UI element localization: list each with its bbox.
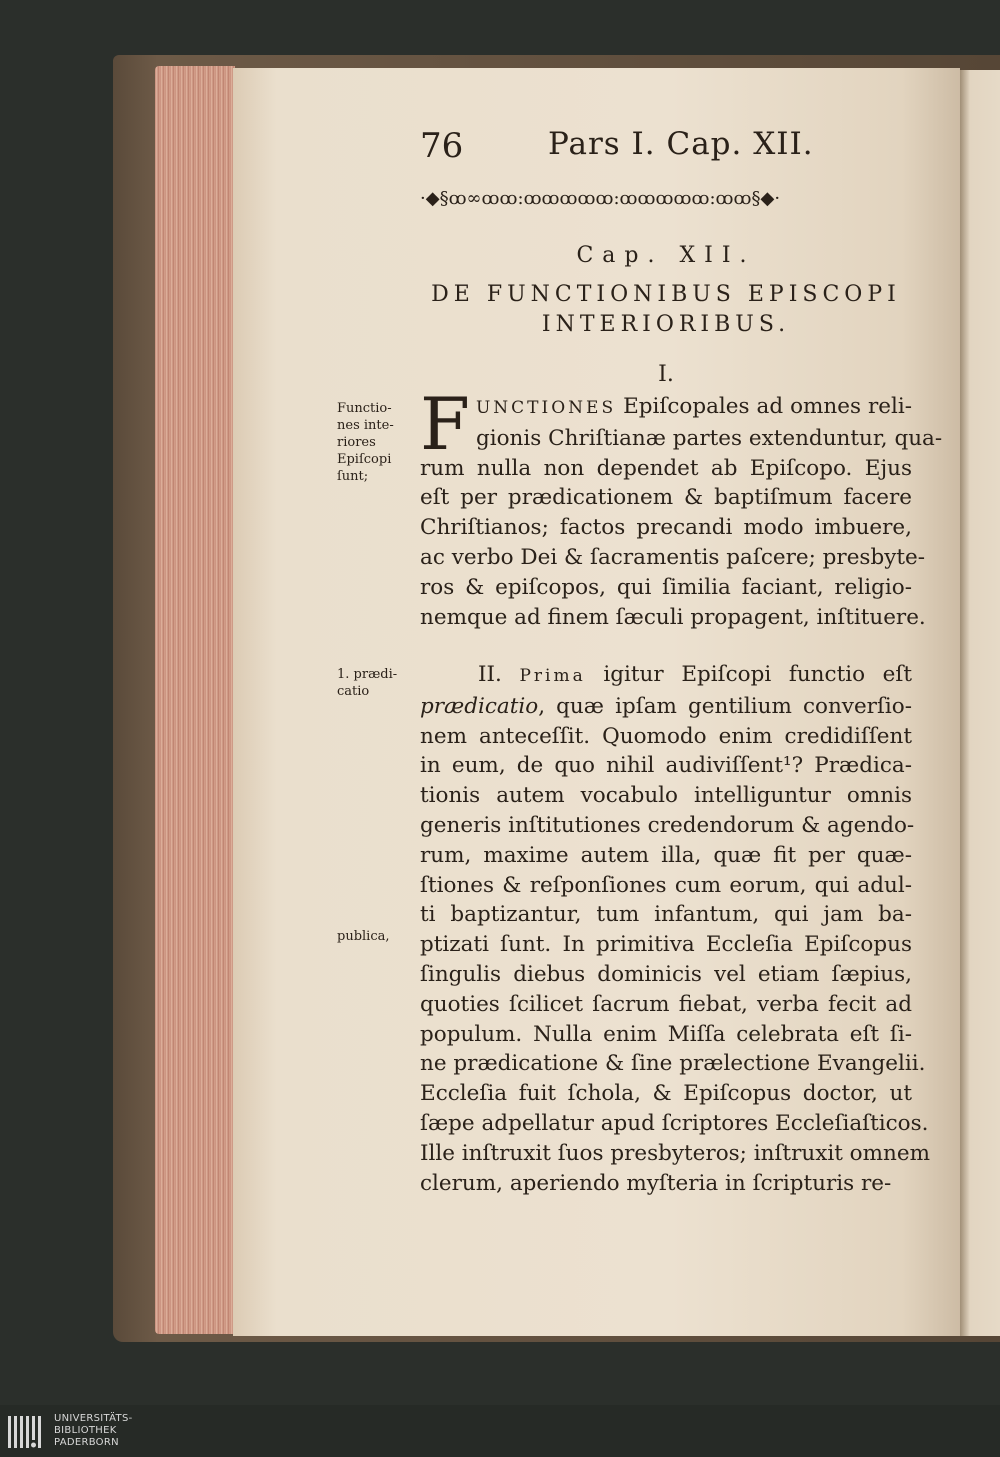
section-number-1: I. — [658, 362, 674, 387]
page-edges — [155, 66, 235, 1334]
paragraph-line: ac verbo Dei & ſacramentis paſcere; presbyte- — [420, 544, 925, 570]
paragraph-line: ſæpe adpellatur apud ſcriptores Eccleſiaſticos. — [420, 1110, 929, 1136]
paragraph-line: clerum, aperiendo myſteria in ſcripturis re- — [420, 1170, 892, 1196]
paragraph-line: Ille inſtruxit ſuos presbyteros; inſtruxit omnem — [420, 1140, 930, 1166]
paragraph-line: generis inſtitutiones credendorum & agendo- — [420, 812, 915, 838]
paragraph-line: ti baptizantur, tum infantum, qui jam ba- — [420, 902, 912, 928]
chapter-title — [420, 280, 912, 340]
page-header — [420, 126, 900, 174]
chapter-title-line-2: INTERIORIBUS. — [541, 312, 791, 337]
paragraph-line: ſtiones & reſponſiones cum eorum, qui adul- — [420, 872, 912, 898]
chapter-title-line-1: DE FUNCTIONIBUS EPISCOPI — [431, 282, 901, 307]
paragraph-line: ne prædicatione & ſine prælectione Evangelii. — [420, 1051, 926, 1077]
paragraph-line: populum. Nulla enim Miſſa celebrata eſt ſi- — [420, 1021, 912, 1047]
paragraph-2 — [420, 660, 930, 1198]
drop-cap: F — [420, 382, 470, 466]
paragraph-line: eſt per prædicationem & baptiſmum facere — [420, 485, 912, 511]
chapter-label: Cap. XII. — [576, 243, 756, 268]
running-head: Pars I. Cap. XII. — [548, 126, 814, 162]
paragraph-line: prædicatio, quæ ipſam gentilium converſio- — [420, 693, 912, 719]
margin-note-3: publica, — [337, 929, 390, 944]
paragraph-line: nemque ad finem ſæculi propagent, inſtituere. — [420, 604, 926, 630]
paragraph-line: Eccleſia fuit ſchola, & Epiſcopus doctor, ut — [420, 1081, 912, 1107]
paragraph-line: rum nulla non dependet ab Epiſcopo. Ejus — [420, 455, 912, 481]
paragraph-line: rum, maxime autem illa, quæ fit per quæ- — [420, 842, 912, 868]
library-name: UNIVERSITÄTS- BIBLIOTHEK PADERBORN — [54, 1413, 133, 1448]
paragraph-1 — [420, 382, 943, 632]
paragraph-line: II. Prima igitur Epiſcopi functio eſt — [478, 662, 912, 687]
paragraph-line: ptizati ſunt. In primitiva Eccleſia Epiſcopus — [420, 932, 912, 958]
facing-page-edge — [960, 70, 1000, 1336]
paragraph-line: quoties ſcilicet ſacrum fiebat, verba fecit ad — [420, 991, 912, 1017]
ornament-rule: ·◆§ꝏ∞ꝏꝏ:ꝏꝏꝏꝏꝏ:ꝏꝏꝏꝏꝏ:ꝏꝏ§◆· — [420, 188, 781, 209]
paragraph-line: ros & epiſcopos, qui ſimilia faciant, religio- — [420, 574, 912, 600]
paragraph-line: Chriſtianos; factos precandi modo imbuere, — [420, 515, 912, 541]
paragraph-line: in eum, de quo nihil audiviſſent¹? Prædica- — [420, 753, 912, 779]
paragraph-line: ſingulis diebus dominicis vel etiam ſæpius, — [420, 961, 912, 987]
paragraph-line: gionis Chriſtianæ partes extenduntur, qua- — [475, 425, 943, 451]
paragraph-line: UNCTIONES Epiſcopales ad omnes reli- — [475, 394, 912, 419]
library-logo-icon — [6, 1412, 48, 1452]
library-footer — [0, 1405, 1000, 1457]
paragraph-line: nem anteceſſit. Quomodo enim credidiſſent — [420, 723, 912, 749]
paragraph-line: tionis autem vocabulo intelliguntur omnis — [420, 783, 912, 809]
margin-note-2: 1. prædi- catio — [337, 667, 398, 699]
margin-note-1: Functio- nes inte- riores Epiſcopi ſunt; — [337, 401, 394, 484]
page-number: 76 — [420, 126, 464, 166]
